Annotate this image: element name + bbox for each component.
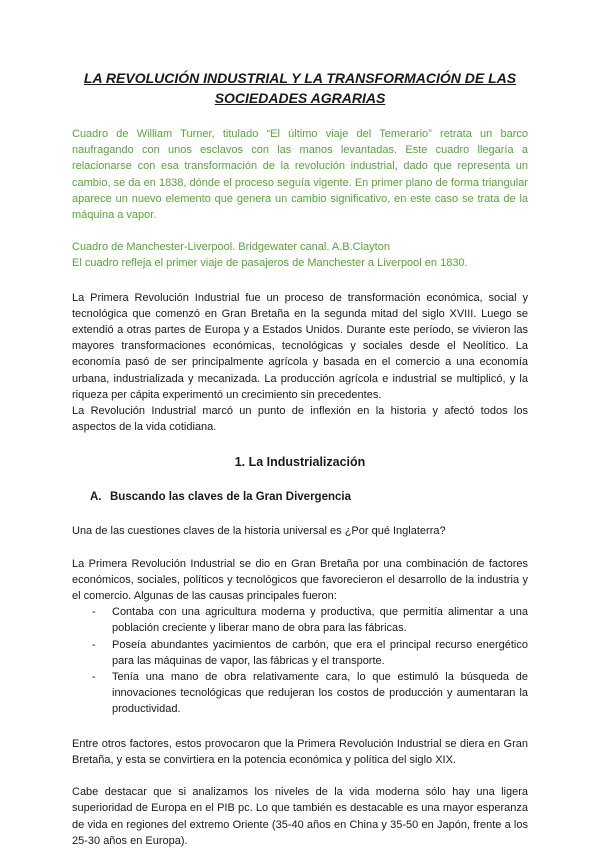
list-item-text: Contaba con una agricultura moderna y productiva, que permitía alimentar a una población creciente y liberar mano de obra para las fábricas. [112, 606, 528, 635]
causes-intro: La Primera Revolución Industrial se dio en Gran Bretaña por una combinación de factores económicos, sociales, políticos y tecnológicos que favorecieron el desarrollo de la industria y el comercio. Algunas de las causas principales fueron: [72, 557, 528, 603]
key-question: Una de las cuestiones claves de la historia universal es ¿Por qué Inglaterra? [72, 525, 446, 538]
subsection-marker: A. [90, 491, 102, 504]
intro-paragraph: La Primera Revolución Industrial fue un proceso de transformación económica, social y tecnológica que comenzó en Gran Bretaña en la segunda mitad del siglo XVIII. Luego se extendió a otras partes de Europa y a Estados Unidos. Durante este período, se vivieron las mayores transformaciones económicas, tecnológicas y sociales desde el Neolítico. La economía pasó de ser principalmente agrícola y basada en el comercio a una economía urbana, industrializada y mecanizada. La producción agrícola e industrial se multiplicó, y la riqueza per cápita experimentó un crecimiento sin precedentes. [72, 291, 528, 401]
list-item [92, 637, 528, 669]
conclusion-paragraph: Entre otros factores, estos provocaron que la Primera Revolución Industrial se diera en Gran Bretaña, y esta se convirtiera en la potencia económica y política del siglo XIX. [72, 737, 528, 766]
subsection-heading-gran-divergencia [90, 489, 528, 505]
section-heading-industrializacion: 1. La Industrialización [234, 455, 366, 470]
list-item-text: Tenía una mano de obra relativamente cara, lo que estimuló la búsqueda de innovaciones tecnológicas que redujeran los costos de producción y aumentaran la productividad. [112, 671, 528, 716]
intro-paragraph-2: La Revolución Industrial marcó un punto de inflexión en la historia y afectó todos los aspectos de la vida cotidiana. [72, 405, 528, 434]
causes-list [72, 604, 528, 717]
painting-description-turner: Cuadro de William Turner, titulado “El último viaje del Temerario” retrata un barco naufragando con unos esclavos con las manos levantadas. Este cuadro llegaría a relacionarse con esa transformación de la revolución industrial, dado que representa un cambio, se da en 1838, dónde el proceso seguía vigente. En primer plano de forma triangular aparece un nuevo elemento que genera un cambio significativo, en este caso se trata de la máquina a vapor. [72, 128, 528, 222]
list-dash: - [92, 606, 96, 619]
subsection-heading-text: Buscando las claves de la Gran Divergencia [110, 491, 351, 504]
document-title: LA REVOLUCIÓN INDUSTRIAL Y LA TRANSFORMACIÓN DE LAS SOCIEDADES AGRARIAS [83, 70, 517, 106]
list-dash: - [92, 638, 96, 651]
list-item [92, 669, 528, 718]
list-dash: - [92, 671, 96, 684]
painting-description-clayton: El cuadro refleja el primer viaje de pasajeros de Manchester a Liverpool en 1830. [72, 257, 468, 270]
painting-caption-clayton: Cuadro de Manchester-Liverpool. Bridgewater canal. A.B.Clayton [72, 241, 390, 254]
final-paragraph: Cabe destacar que si analizamos los niveles de la vida moderna sólo hay una ligera superioridad de Europa en el PIB pc. Lo que también es destacable es una mayor esperanza de vida en regiones del extremo Oriente (35-40 años en China y 35-50 en Japón, frente a los 25-30 años en Europa). [72, 786, 528, 847]
list-item [92, 604, 528, 636]
list-item-text: Poseía abundantes yacimientos de carbón, que era el principal recurso energético para las máquinas de vapor, las fábricas y el transporte. [112, 638, 528, 667]
